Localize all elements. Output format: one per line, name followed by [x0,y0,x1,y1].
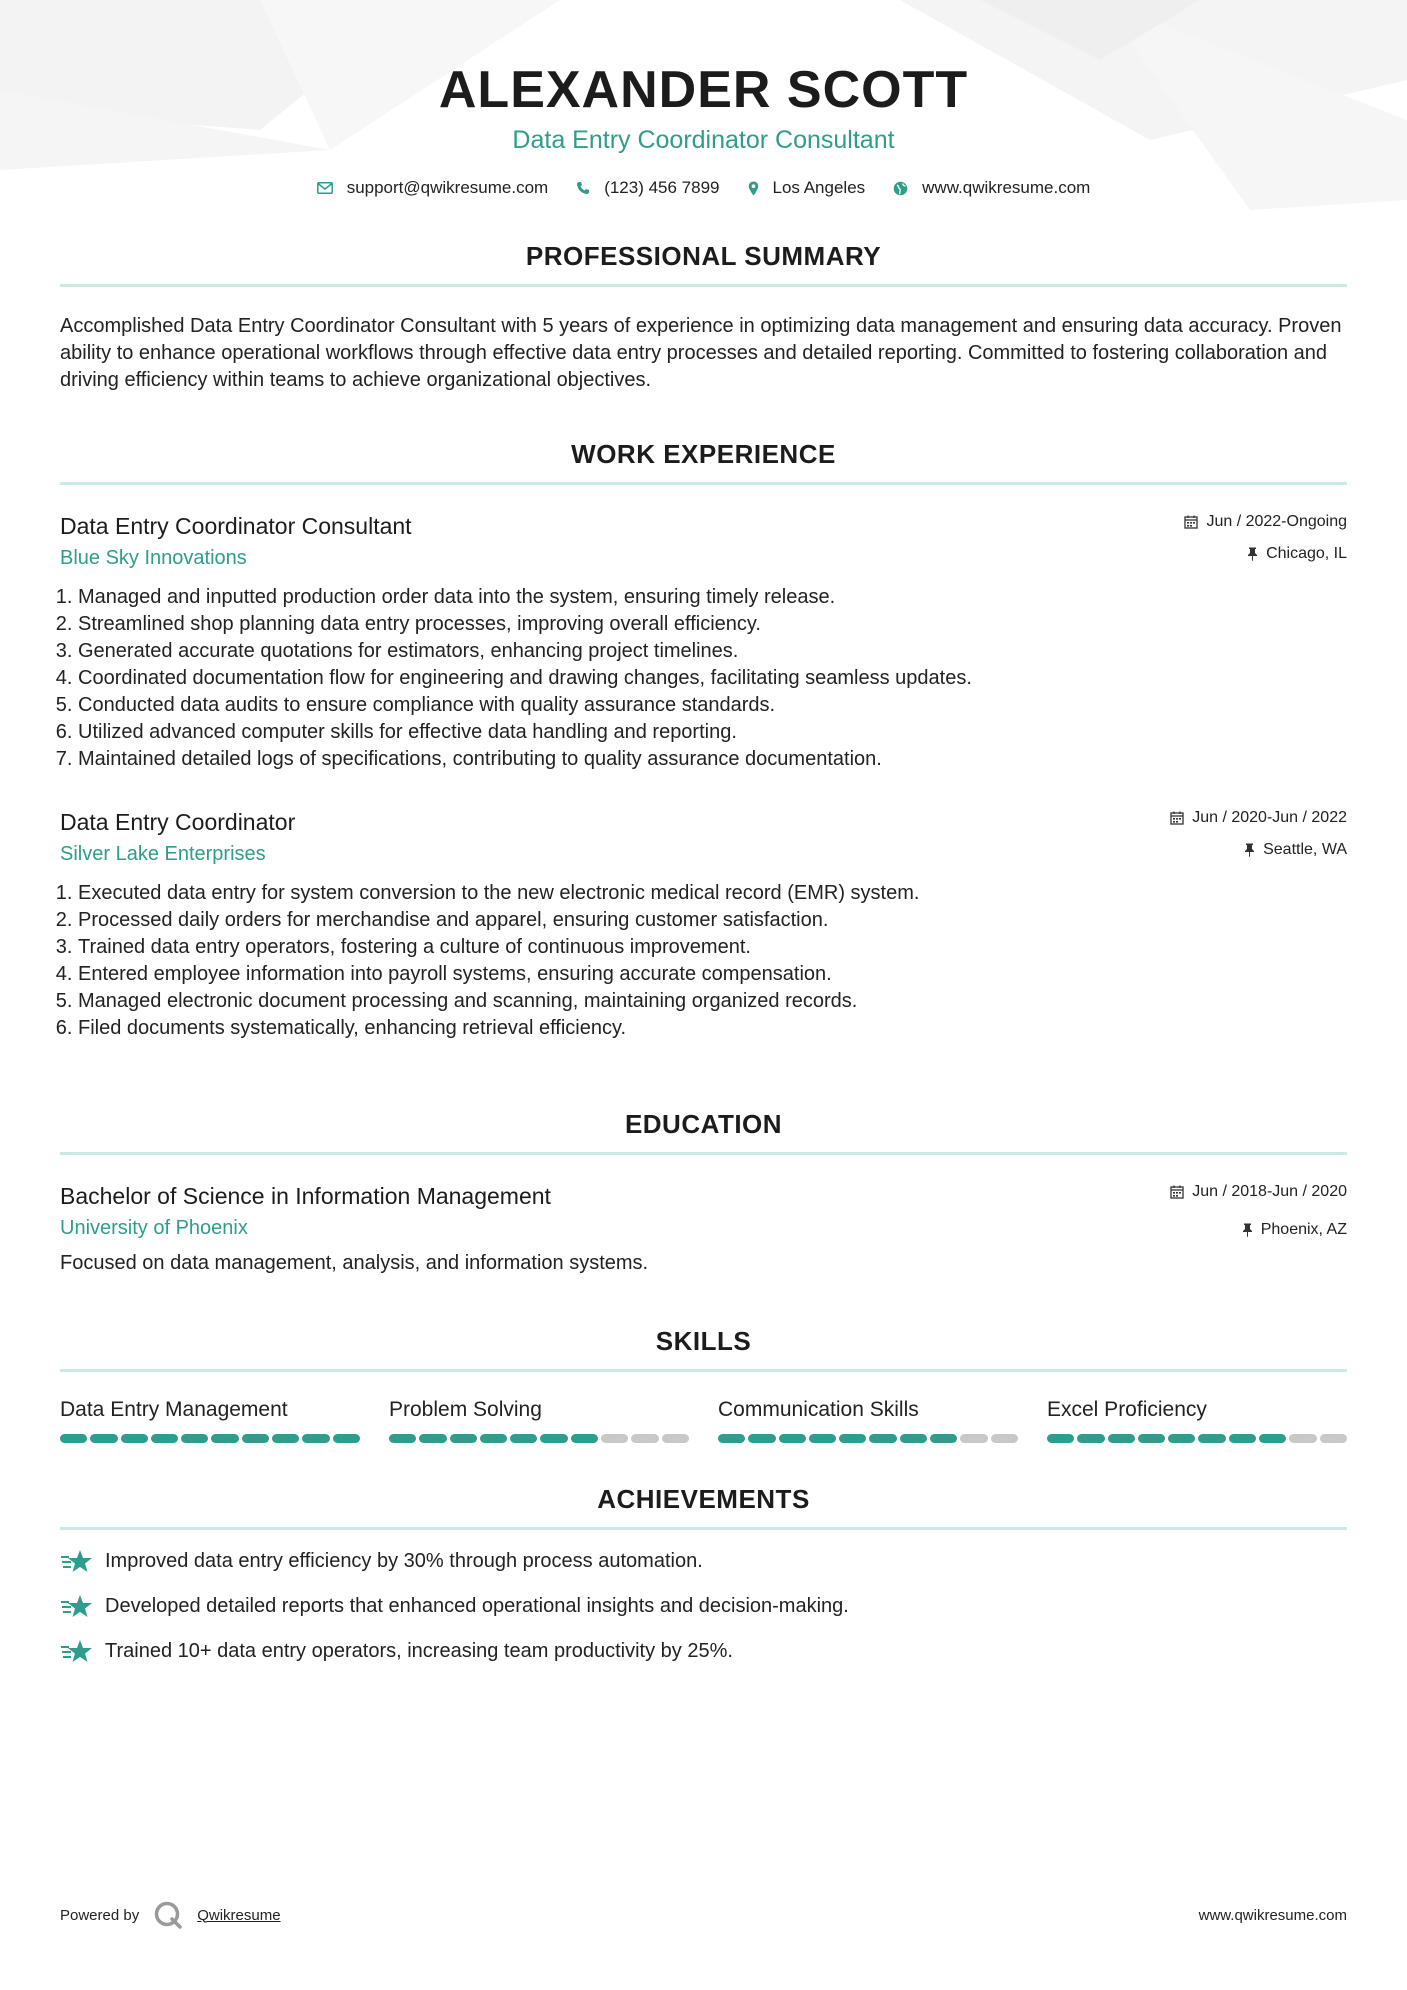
experience-heading: WORK EXPERIENCE [571,439,836,469]
achievement-text: Developed detailed reports that enhanced operational insights and decision-making. [105,1595,849,1617]
candidate-name: ALEXANDER SCOTT [438,61,969,119]
skill-segment-filled [90,1434,117,1443]
qwikresume-logo-icon [153,1900,183,1930]
calendar-icon [1184,515,1198,529]
skill-segment-filled [779,1434,806,1443]
dates-text: Jun / 2020-Jun / 2022 [1192,809,1347,826]
dates-text: Jun / 2022-Ongoing [1206,513,1347,530]
skill-segment-filled [1108,1434,1135,1443]
skill-segment-filled [748,1434,775,1443]
skill-segment-filled [1077,1434,1104,1443]
email-icon [317,182,333,194]
calendar-icon [1170,811,1184,825]
map-pin-icon [748,181,759,196]
job-title: Data Entry Coordinator Consultant [60,513,412,539]
contact-email[interactable] [317,178,549,198]
achievement-item [60,1593,1347,1620]
duty-item: 6. Filed documents systematically, enhancing retrieval efficiency. [78,1015,1347,1042]
contact-bar [60,178,1347,198]
duty-item: 3. Trained data entry operators, fostering a culture of continuous improvement. [78,934,1347,961]
skill-segment-empty [631,1434,658,1443]
skill-item [60,1396,360,1443]
section-divider [60,284,1347,287]
qwikresume-link[interactable]: Qwikresume [197,1906,281,1924]
skill-segment-filled [540,1434,567,1443]
skill-item [1047,1396,1347,1443]
education-heading: EDUCATION [624,1109,783,1139]
skill-segment-filled [1229,1434,1256,1443]
skill-segment-empty [1320,1434,1347,1443]
skill-segment-filled [1168,1434,1195,1443]
location-text: Seattle, WA [1263,841,1347,858]
job-location [1184,543,1347,565]
skill-segment-empty [662,1434,689,1443]
job-entry [60,807,1347,1042]
degree-title: Bachelor of Science in Information Management [60,1183,551,1209]
section-divider [60,1527,1347,1530]
job-title: Data Entry Coordinator [60,809,296,835]
skill-segment-filled [900,1434,927,1443]
candidate-title: Data Entry Coordinator Consultant [512,126,895,154]
duty-item: 2. Streamlined shop planning data entry processes, improving overall efficiency. [78,611,1347,638]
skill-segment-filled [450,1434,477,1443]
skill-segment-filled [389,1434,416,1443]
powered-by [60,1900,281,1930]
education-dates [1170,1181,1347,1203]
skill-level-bar [718,1434,1018,1443]
page-footer [60,1900,1347,1930]
website-text: www.qwikresume.com [922,178,1091,197]
summary-section [60,240,1347,394]
skill-segment-filled [302,1434,329,1443]
calendar-icon [1170,1185,1184,1199]
skill-segment-filled [510,1434,537,1443]
section-divider [60,1152,1347,1155]
powered-by-label: Powered by [60,1906,140,1924]
skill-segment-filled [839,1434,866,1443]
skill-name: Excel Proficiency [1047,1398,1207,1421]
job-dates [1184,511,1347,533]
skills-heading: SKILLS [655,1326,752,1356]
skill-segment-filled [333,1434,360,1443]
summary-heading: PROFESSIONAL SUMMARY [525,241,882,271]
shooting-star-icon [60,1639,93,1665]
skill-item [389,1396,689,1443]
skill-segment-filled [242,1434,269,1443]
duty-item: 5. Conducted data audits to ensure compliance with quality assurance standards. [78,692,1347,719]
phone-icon [576,181,590,195]
duty-item: 1. Executed data entry for system conversion to the new electronic medical record (EMR) system. [78,880,1347,907]
email-text: support@qwikresume.com [346,178,549,197]
duty-item: 5. Managed electronic document processing and scanning, maintaining organized records. [78,988,1347,1015]
skill-name: Data Entry Management [60,1398,288,1421]
phone-text: (123) 456 7899 [604,178,720,197]
duty-item: 1. Managed and inputted production order data into the system, ensuring timely release. [78,584,1347,611]
job-dates [1170,807,1347,829]
pushpin-icon [1247,547,1258,561]
skill-level-bar [389,1434,689,1443]
summary-text: Accomplished Data Entry Coordinator Consultant with 5 years of experience in optimizing data management and ensuring data accuracy. Proven ability to enhance operational workflows through effective data entry processes and detailed reporting. Committed to fostering collaboration and driving efficiency within teams to achieve organizational objectives. [60,315,1342,391]
contact-website[interactable] [893,178,1090,198]
skill-segment-filled [571,1434,598,1443]
duty-item: 7. Maintained detailed logs of specifications, contributing to quality assurance documentation. [78,746,1347,773]
job-entry [60,511,1347,773]
job-location [1170,839,1347,861]
skill-segment-empty [960,1434,987,1443]
company-name: Silver Lake Enterprises [60,843,266,865]
school-name: University of Phoenix [60,1217,248,1239]
section-divider [60,482,1347,485]
skill-segment-filled [1198,1434,1225,1443]
skill-segment-empty [601,1434,628,1443]
skill-segment-filled [419,1434,446,1443]
skill-segment-filled [930,1434,957,1443]
skill-segment-filled [272,1434,299,1443]
dates-text: Jun / 2018-Jun / 2020 [1192,1183,1347,1200]
skill-name: Communication Skills [718,1398,919,1421]
skills-section [60,1325,1347,1443]
skill-segment-filled [1047,1434,1074,1443]
pushpin-icon [1244,843,1255,857]
skill-segment-empty [1289,1434,1316,1443]
achievements-section [60,1483,1347,1665]
skill-segment-filled [809,1434,836,1443]
skill-segment-filled [869,1434,896,1443]
achievement-item [60,1638,1347,1665]
skill-segment-filled [121,1434,148,1443]
skill-item [718,1396,1018,1443]
skill-segment-filled [211,1434,238,1443]
location-text: Los Angeles [772,178,866,197]
experience-section [60,438,1347,1042]
achievements-heading: ACHIEVEMENTS [597,1484,810,1514]
resume-header [60,0,1347,198]
education-location [1170,1219,1347,1241]
pushpin-icon [1242,1223,1253,1237]
skill-segment-filled [718,1434,745,1443]
footer-website[interactable]: www.qwikresume.com [1198,1906,1347,1924]
skill-level-bar [1047,1434,1347,1443]
section-divider [60,1369,1347,1372]
skill-segment-filled [60,1434,87,1443]
achievement-item [60,1548,1347,1575]
education-entry [60,1181,1347,1277]
duty-list [60,584,1347,773]
skill-segment-filled [151,1434,178,1443]
education-description: Focused on data management, analysis, and information systems. [60,1252,649,1274]
duty-list [60,880,1347,1042]
skill-level-bar [60,1434,360,1443]
skill-segment-filled [1259,1434,1286,1443]
globe-icon [893,181,908,196]
location-text: Chicago, IL [1266,545,1347,562]
skill-segment-filled [1138,1434,1165,1443]
education-section [60,1108,1347,1277]
skill-name: Problem Solving [389,1398,542,1421]
skill-segment-filled [480,1434,507,1443]
skill-segment-filled [181,1434,208,1443]
duty-item: 6. Utilized advanced computer skills for effective data handling and reporting. [78,719,1347,746]
shooting-star-icon [60,1549,93,1575]
location-text: Phoenix, AZ [1260,1221,1347,1238]
company-name: Blue Sky Innovations [60,547,247,569]
duty-item: 3. Generated accurate quotations for estimators, enhancing project timelines. [78,638,1347,665]
skill-segment-empty [991,1434,1018,1443]
duty-item: 2. Processed daily orders for merchandise and apparel, ensuring customer satisfaction. [78,907,1347,934]
achievement-text: Improved data entry efficiency by 30% through process automation. [105,1550,703,1572]
duty-item: 4. Coordinated documentation flow for engineering and drawing changes, facilitating seamless updates. [78,665,1347,692]
duty-item: 4. Entered employee information into payroll systems, ensuring accurate compensation. [78,961,1347,988]
shooting-star-icon [60,1594,93,1620]
contact-phone[interactable] [576,178,719,198]
achievement-text: Trained 10+ data entry operators, increasing team productivity by 25%. [105,1640,733,1662]
contact-location [748,178,866,198]
